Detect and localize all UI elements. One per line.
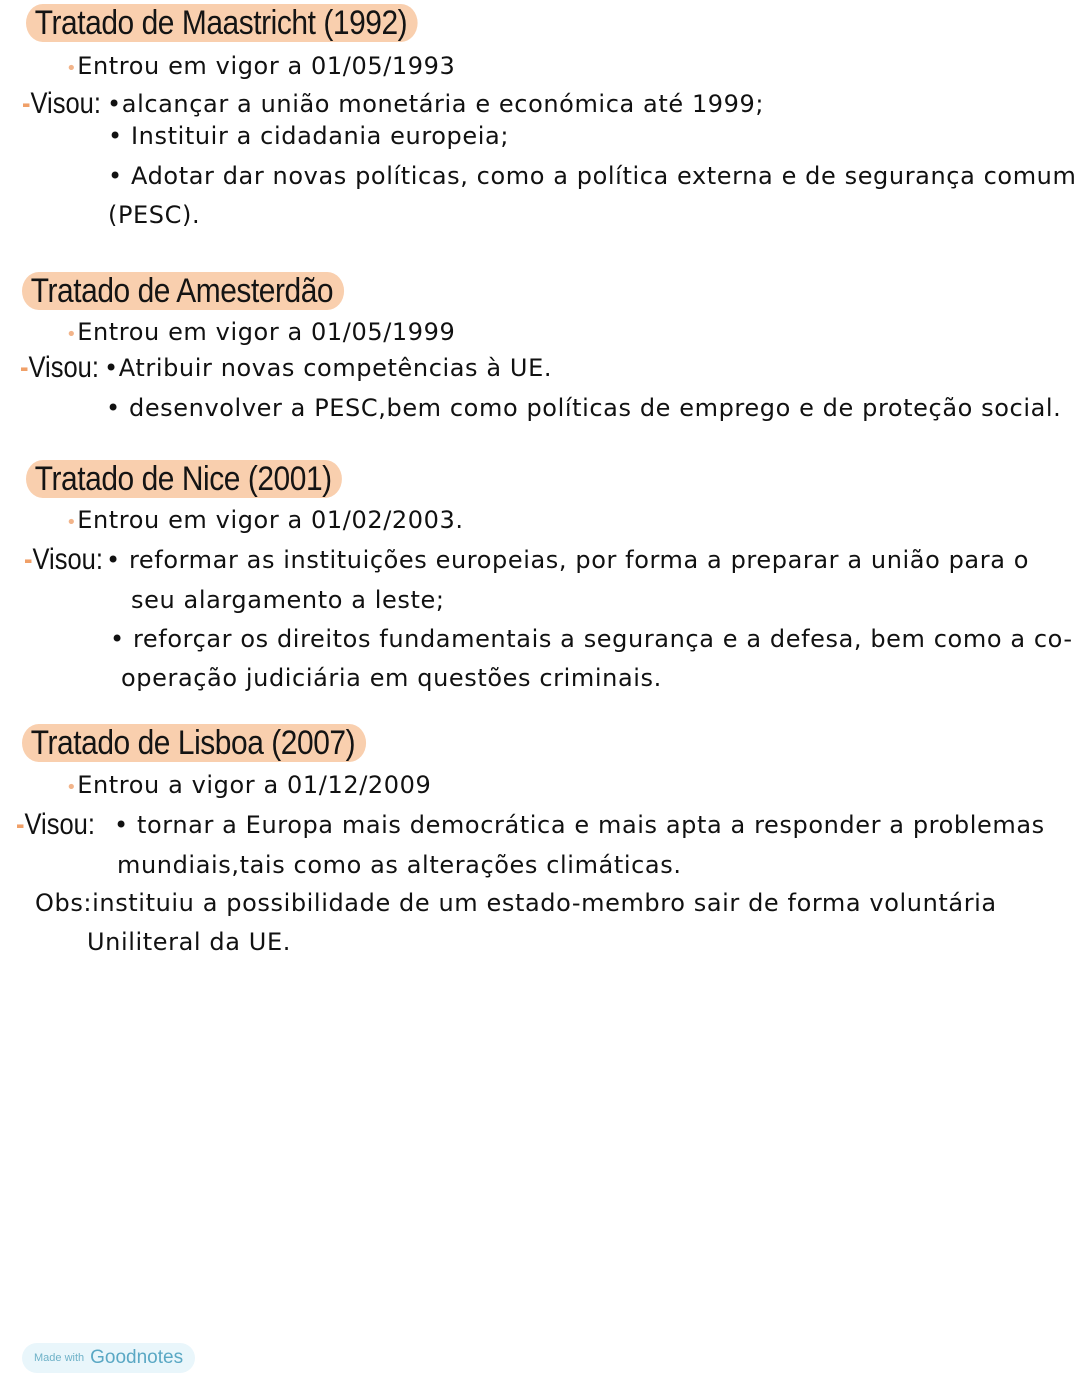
in-force-text: Entrou em vigor a 01/05/1993	[77, 52, 456, 80]
in-force-text: Entrou em vigor a 01/05/1999	[77, 318, 456, 346]
dash-icon: -	[24, 543, 33, 576]
goodnotes-badge	[22, 1343, 195, 1373]
bullet-line: • reforçar os direitos fundamentais a segurança e a defesa, bem como a co-	[110, 625, 1073, 653]
in-force-text: Entrou a vigor a 01/12/2009	[77, 771, 432, 799]
dash-icon: -	[16, 808, 25, 841]
visou-label	[20, 352, 99, 384]
section-title-lisboa: Tratado de Lisboa (2007)	[22, 724, 366, 762]
in-force-line	[66, 505, 464, 538]
bullet-line: •alcançar a união monetária e económica até 1999;	[107, 90, 765, 118]
section-title-maastricht: Tratado de Maastricht (1992)	[26, 4, 418, 42]
visou-text: Visou:	[30, 87, 101, 120]
in-force-text: Entrou em vigor a 01/02/2003.	[77, 506, 464, 534]
bullet-line: seu alargamento a leste;	[131, 586, 445, 614]
dot-bullet-icon: •	[66, 777, 78, 798]
obs-line: Obs:instituiu a possibilidade de um estado-membro sair de forma voluntária	[35, 889, 997, 917]
in-force-line	[66, 51, 455, 84]
bullet-line: • tornar a Europa mais democrática e mais apta a responder a problemas	[114, 811, 1045, 839]
bullet-line: •Atribuir novas competências à UE.	[104, 354, 553, 382]
goodnotes-logo: Goodnotes	[90, 1347, 184, 1368]
dash-icon: -	[22, 87, 31, 120]
section-title-nice: Tratado de Nice (2001)	[26, 460, 342, 498]
in-force-line	[66, 770, 431, 803]
in-force-line	[66, 317, 455, 350]
section-title-amesterdao: Tratado de Amesterdão	[22, 272, 344, 310]
visou-text: Visou:	[24, 808, 95, 841]
obs-line: Uniliteral da UE.	[87, 928, 291, 956]
visou-text: Visou:	[28, 351, 99, 384]
visou-label	[22, 88, 101, 120]
made-with-label: Made with	[34, 1352, 85, 1364]
dash-icon: -	[20, 351, 29, 384]
visou-label	[16, 809, 95, 841]
dot-bullet-icon: •	[66, 324, 78, 345]
bullet-line: • desenvolver a PESC,bem como políticas de emprego e de proteção social.	[106, 394, 1062, 422]
bullet-line: • Adotar dar novas políticas, como a política externa e de segurança comum	[108, 162, 1077, 190]
dot-bullet-icon: •	[66, 512, 78, 533]
bullet-line: • reformar as instituições europeias, por forma a preparar a união para o	[106, 546, 1030, 574]
bullet-line: (PESC).	[108, 201, 201, 229]
dot-bullet-icon: •	[66, 58, 78, 79]
bullet-line: mundiais,tais como as alterações climáticas.	[117, 851, 682, 879]
visou-label	[24, 544, 103, 576]
bullet-line: • Instituir a cidadania europeia;	[108, 122, 509, 150]
bullet-line: operação judiciária em questões criminais.	[121, 664, 662, 692]
visou-text: Visou:	[32, 543, 103, 576]
